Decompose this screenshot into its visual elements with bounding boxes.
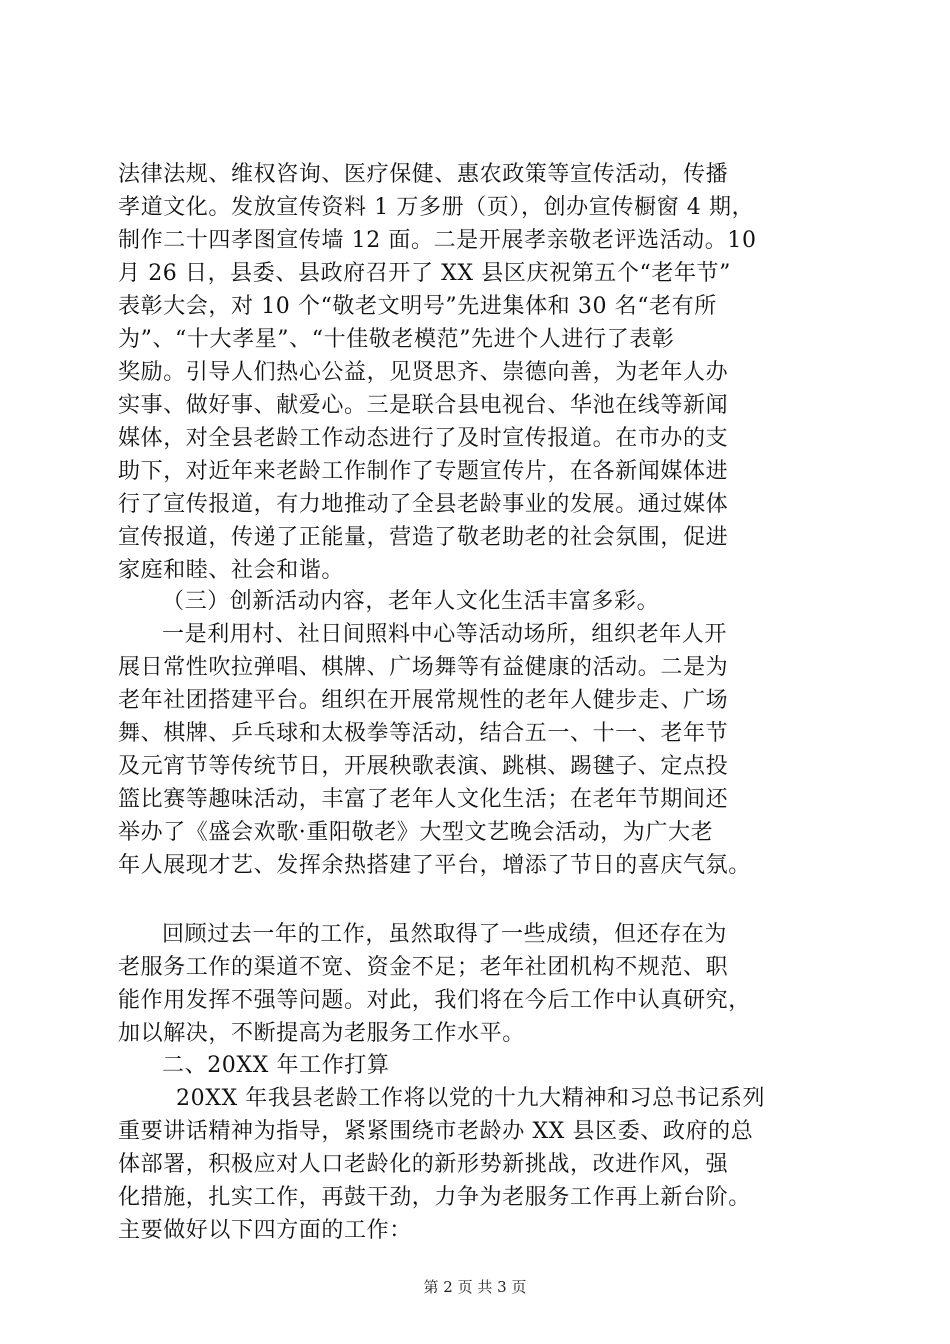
text-line: 舞、棋牌、乒乓球和太极拳等活动，结合五一、十一、老年节	[118, 721, 729, 746]
text-line: 体部署，积极应对人口老龄化的新形势新挑战，改进作风，强	[118, 1152, 729, 1177]
text-line: 及元宵节等传统节日，开展秧歌表演、跳棋、踢毽子、定点投	[118, 754, 729, 779]
text-line: 篮比赛等趣味活动，丰富了老年人文化生活；在老年节期间还	[118, 787, 729, 812]
text-line: 媒体，对全县老龄工作动态进行了及时宣传报道。在市办的支	[118, 426, 729, 451]
section-heading: 二、20XX 年工作打算	[162, 1053, 390, 1078]
text-line: 实事、做好事、献爱心。三是联合县电视台、华池在线等新闻	[118, 393, 729, 418]
text-line: 月 26 日，县委、县政府召开了 XX 县区庆祝第五个“老年节”	[118, 261, 731, 286]
text-line: 家庭和睦、社会和谐。	[118, 558, 345, 583]
text-line: 法律法规、维权咨询、医疗保健、惠农政策等宣传活动，传播	[118, 162, 729, 187]
text-line: 助下，对近年来老龄工作制作了专题宣传片，在各新闻媒体进	[118, 459, 729, 484]
text-line: 展日常性吹拉弹唱、棋牌、广场舞等有益健康的活动。二是为	[118, 655, 729, 680]
text-line: 表彰大会，对 10 个“敬老文明号”先进集体和 30 名“老有所	[118, 294, 717, 319]
text-line: 为”、“十大孝星”、“十佳敬老模范”先进个人进行了表彰	[118, 327, 675, 352]
text-line: 年人展现才艺、发挥余热搭建了平台，增添了节日的喜庆气氛。	[118, 853, 751, 878]
text-line: 化措施，扎实工作，再鼓干劲，力争为老服务工作再上新台阶。	[118, 1185, 751, 1210]
text-line: 老服务工作的渠道不宽、资金不足；老年社团机构不规范、职	[118, 955, 729, 980]
text-line: 制作二十四孝图宣传墙 12 面。二是开展孝亲敬老评选活动。10	[118, 228, 757, 253]
text-line: 奖励。引导人们热心公益，见贤思齐、崇德向善，为老年人办	[118, 360, 729, 385]
text-line: 老年社团搭建平台。组织在开展常规性的老年人健步走、广场	[118, 688, 729, 713]
text-line: 宣传报道，传递了正能量，营造了敬老助老的社会氛围，促进	[118, 525, 729, 550]
text-line: 孝道文化。发放宣传资料 1 万多册（页），创办宣传橱窗 4 期，	[118, 195, 755, 220]
text-line: 回顾过去一年的工作，虽然取得了一些成绩，但还存在为	[162, 922, 728, 947]
text-line: 重要讲话精神为指导，紧紧围绕市老龄办 XX 县区委、政府的总	[118, 1119, 754, 1144]
text-line: 行了宣传报道，有力地推动了全县老龄事业的发展。通过媒体	[118, 492, 729, 517]
page-footer: 第 2 页 共 3 页	[423, 1278, 527, 1296]
text-line: 20XX 年我县老龄工作将以党的十九大精神和习总书记系列	[176, 1086, 766, 1111]
text-line: 能作用发挥不强等问题。对此，我们将在今后工作中认真研究，	[118, 988, 751, 1013]
text-line: 举办了《盛会欢歌·重阳敬老》大型文艺晚会活动，为广大老	[118, 820, 714, 845]
text-line: 加以解决，不断提高为老服务工作水平。	[118, 1021, 525, 1046]
text-line: 一是利用村、社日间照料中心等活动场所，组织老年人开	[162, 622, 728, 647]
text-line: 主要做好以下四方面的工作：	[118, 1218, 412, 1243]
section-heading: （三）创新活动内容，老年人文化生活丰富多彩。	[162, 589, 660, 614]
